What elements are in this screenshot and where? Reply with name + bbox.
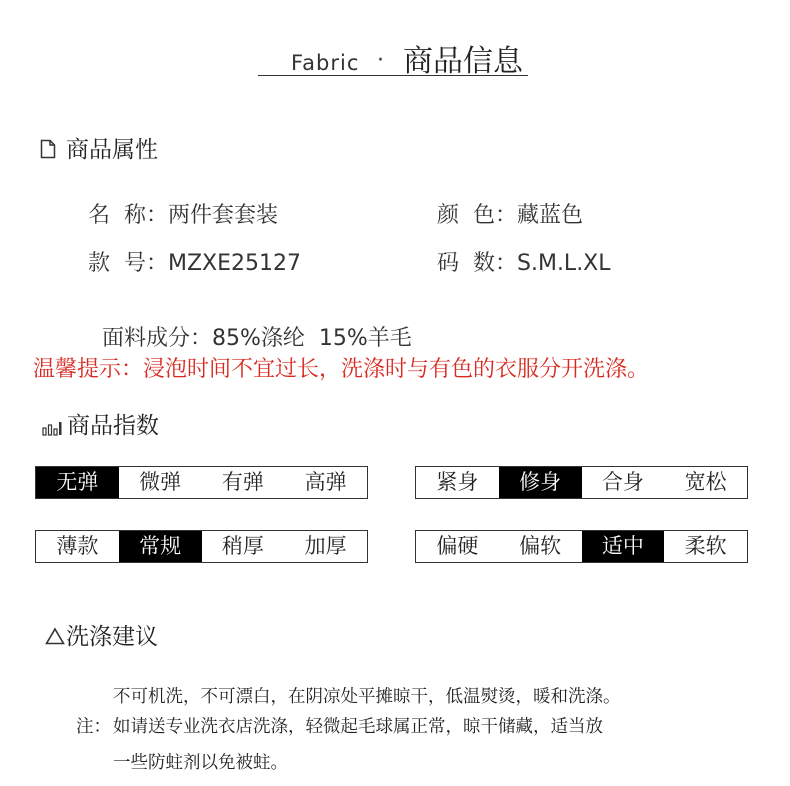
- softness-option: 适中: [582, 531, 665, 562]
- color-label-text: 颜 色：: [437, 203, 517, 228]
- fabric-composition: [88, 297, 412, 353]
- care-line-2: 如请送专业洗衣店洗涤，轻微起毛球属正常，晾干储藏，适当放: [113, 717, 603, 737]
- fabric-value: 85%涤纶 15%羊毛: [212, 326, 412, 351]
- bar-chart-icon: [42, 420, 62, 440]
- name-label-text: 名 称：: [88, 203, 168, 228]
- size-label: [437, 250, 611, 278]
- thickness-option: 常规: [119, 531, 202, 562]
- attributes-title: 商品属性: [66, 137, 158, 163]
- thickness-option: 稍厚: [202, 531, 285, 562]
- index-title: 商品指数: [67, 413, 159, 439]
- care-title: 洗涤建议: [66, 624, 158, 650]
- fit-option: 宽松: [664, 467, 747, 498]
- color-label: [437, 202, 583, 230]
- fit-scale: [415, 466, 748, 499]
- fit-option: 紧身: [416, 467, 499, 498]
- size-value: S.M.L.XL: [517, 251, 611, 276]
- name-label: [88, 202, 278, 230]
- fit-option: 修身: [499, 467, 582, 498]
- fabric-label-text: 面料成分：: [102, 326, 213, 351]
- care-note-label: 注：: [76, 717, 111, 737]
- document-icon: [40, 139, 56, 163]
- thickness-option: 加厚: [284, 531, 367, 562]
- thickness-scale: [35, 530, 368, 563]
- care-line-3: 一些防蛀剂以免被蛀。: [113, 753, 288, 773]
- sku-value: MZXE25127: [168, 251, 302, 276]
- sku-label: [88, 250, 301, 278]
- name-value: 两件套套装: [168, 203, 279, 228]
- elasticity-option: 高弹: [284, 467, 367, 498]
- care-line-1: 不可机洗，不可漂白，在阴凉处平摊晾干，低温熨烫，暖和洗涤。: [113, 687, 621, 707]
- softness-option: 柔软: [664, 531, 747, 562]
- elasticity-option: 微弹: [119, 467, 202, 498]
- header-chinese-title: 商品信息: [403, 44, 523, 79]
- header-english-title: Fabric: [291, 51, 360, 75]
- thickness-option: 薄款: [36, 531, 119, 562]
- softness-option: 偏软: [499, 531, 582, 562]
- elasticity-option: 有弹: [202, 467, 285, 498]
- fit-option: 合身: [582, 467, 665, 498]
- softness-option: 偏硬: [416, 531, 499, 562]
- triangle-icon: [45, 627, 65, 649]
- elasticity-scale: [35, 466, 368, 499]
- sku-label-text: 款 号：: [88, 251, 168, 276]
- size-label-text: 码 数：: [437, 251, 517, 276]
- elasticity-option: 无弹: [36, 467, 119, 498]
- color-value: 藏蓝色: [517, 203, 584, 228]
- warm-tip: 温馨提示：浸泡时间不宜过长，洗涤时与有色的衣服分开洗涤。: [33, 357, 650, 382]
- softness-scale: [415, 530, 748, 563]
- header-separator-dot: ·: [377, 48, 384, 73]
